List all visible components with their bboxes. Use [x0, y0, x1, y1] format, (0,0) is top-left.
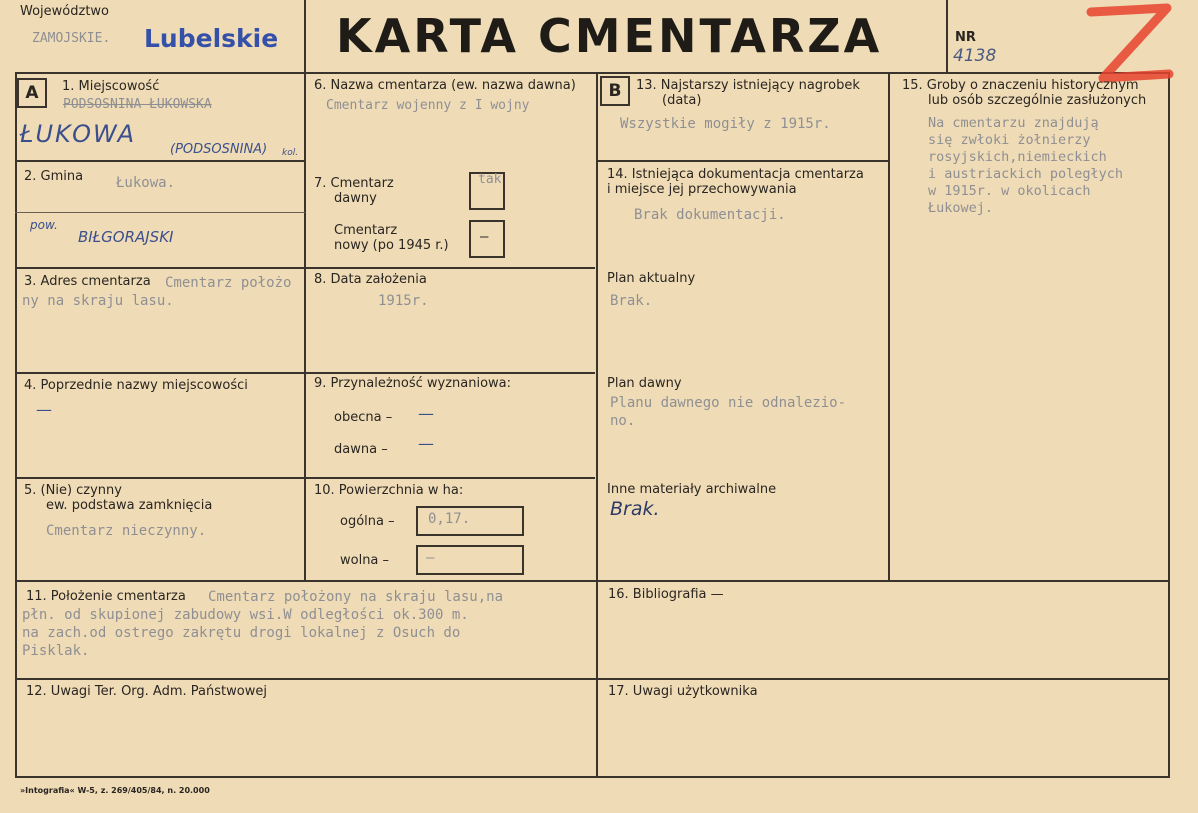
page-title: KARTA CMENTARZA — [336, 9, 883, 63]
field-15-typed-3: rosyjskich,niemieckich — [928, 149, 1107, 165]
field-1-typed: PODSOSNINA ŁUKOWSKA — [63, 97, 212, 112]
red-mark-icon — [1085, 2, 1175, 84]
field-1-label: 1. Miejscowość — [62, 79, 160, 94]
field-11-typed-4: Pisklak. — [22, 643, 90, 659]
field-2-handwritten: BIŁGORAJSKI — [78, 228, 174, 246]
field-9-current-value: — — [418, 404, 434, 423]
field-13-label-1: 13. Najstarszy istniejący nagrobek — [636, 78, 860, 93]
field-15-typed-4: i austriackich poległych — [928, 166, 1124, 182]
number-value: 4138 — [953, 46, 997, 66]
field-14-label-1: 14. Istniejąca dokumentacja cmentarza — [607, 167, 864, 182]
field-8-label: 8. Data założenia — [314, 272, 427, 287]
field-12-label: 12. Uwagi Ter. Org. Adm. Państwowej — [26, 684, 267, 699]
other-materials-handwritten: Brak. — [610, 498, 660, 520]
field-5-label-1: 5. (Nie) czynny — [24, 483, 122, 498]
field-6-typed: Cmentarz wojenny z I wojny — [326, 98, 530, 113]
field-11-typed-2: płn. od skupionej zabudowy wsi.W odległości ok.300 m. — [22, 607, 469, 623]
field-7-box-new-value: — — [480, 229, 489, 245]
field-15-typed-6: Łukowej. — [928, 200, 994, 216]
field-6-label: 6. Nazwa cmentarza (ew. nazwa dawna) — [314, 78, 576, 93]
field-10-total-label: ogólna – — [340, 514, 395, 529]
print-footer: »Intografia« W-5, z. 269/405/84, n. 20.000 — [20, 786, 210, 795]
field-5-typed: Cmentarz nieczynny. — [46, 523, 207, 539]
number-label: NR — [955, 30, 976, 45]
field-2-label: 2. Gmina — [24, 169, 84, 184]
field-15-typed-5: w 1915r. w okolicach — [928, 183, 1091, 199]
field-9-former-value: — — [418, 434, 434, 453]
field-4-label: 4. Poprzednie nazwy miejscowości — [24, 378, 248, 393]
field-10-label: 10. Powierzchnia w ha: — [314, 483, 464, 498]
field-11-label: 11. Położenie cmentarza — [26, 589, 186, 604]
other-materials-label: Inne materiały archiwalne — [607, 482, 777, 497]
section-b-letter: B — [600, 76, 630, 106]
field-15-label-1: 15. Groby o znaczeniu historycznym — [902, 78, 1139, 93]
field-5-label-2: ew. podstawa zamknięcia — [46, 498, 213, 513]
field-15-typed-2: się zwłoki żołnierzy — [928, 132, 1091, 148]
field-14-label-2: i miejsce jej przechowywania — [607, 182, 797, 197]
field-1-handwritten-3: kol. — [282, 148, 299, 158]
field-9-current-label: obecna – — [334, 410, 393, 425]
field-7-label-1: 7. Cmentarz — [314, 176, 394, 191]
voivodeship-stamp: Lubelskie — [144, 24, 279, 53]
field-13-label-2: (data) — [662, 93, 702, 108]
field-1-handwritten: ŁUKOWA — [20, 120, 136, 148]
field-17-label: 17. Uwagi użytkownika — [608, 684, 758, 699]
field-11-typed-1: Cmentarz położony na skraju lasu,na — [208, 589, 504, 605]
voivodeship-typed: ZAMOJSKIE. — [32, 31, 111, 46]
section-a-letter: A — [17, 78, 47, 108]
field-2-handwritten-prefix: pow. — [30, 218, 58, 232]
field-10-free-label: wolna – — [340, 553, 390, 568]
field-4-value: — — [36, 400, 52, 419]
field-7-label-2: dawny — [334, 191, 377, 206]
field-3-typed-1: Cmentarz położo — [165, 275, 292, 291]
field-13-typed: Wszystkie mogiły z 1915r. — [620, 116, 831, 132]
plan-old-typed-2: no. — [610, 413, 636, 429]
field-9-former-label: dawna – — [334, 442, 388, 457]
plan-old-label: Plan dawny — [607, 376, 682, 391]
field-14-typed: Brak dokumentacji. — [634, 207, 786, 223]
field-3-typed-2: ny na skraju lasu. — [22, 293, 174, 309]
field-16-label: 16. Bibliografia — — [608, 587, 724, 602]
field-8-typed: 1915r. — [378, 293, 429, 309]
plan-old-typed-1: Planu dawnego nie odnalezio- — [610, 395, 847, 411]
field-11-typed-3: na zach.od ostrego zakrętu drogi lokalnej z Osuch do — [22, 625, 461, 641]
field-15-label-2: lub osób szczególnie zasłużonych — [928, 93, 1147, 108]
voivodeship-label: Województwo — [20, 4, 110, 19]
field-7-box-old-value: tak — [478, 172, 502, 187]
plan-current-typed: Brak. — [610, 293, 653, 309]
field-3-label: 3. Adres cmentarza — [24, 274, 151, 289]
field-7-label-3: Cmentarz — [334, 223, 398, 238]
field-2-typed: Łukowa. — [116, 175, 176, 191]
field-9-label: 9. Przynależność wyznaniowa: — [314, 376, 512, 391]
field-15-typed-1: Na cmentarzu znajdują — [928, 115, 1099, 131]
field-10-free-value: — — [426, 550, 435, 566]
plan-current-label: Plan aktualny — [607, 271, 696, 286]
field-1-handwritten-2: (PODSOSNINA) — [170, 142, 268, 157]
field-10-total-value: 0,17. — [428, 511, 471, 527]
field-7-label-4: nowy (po 1945 r.) — [334, 238, 449, 253]
